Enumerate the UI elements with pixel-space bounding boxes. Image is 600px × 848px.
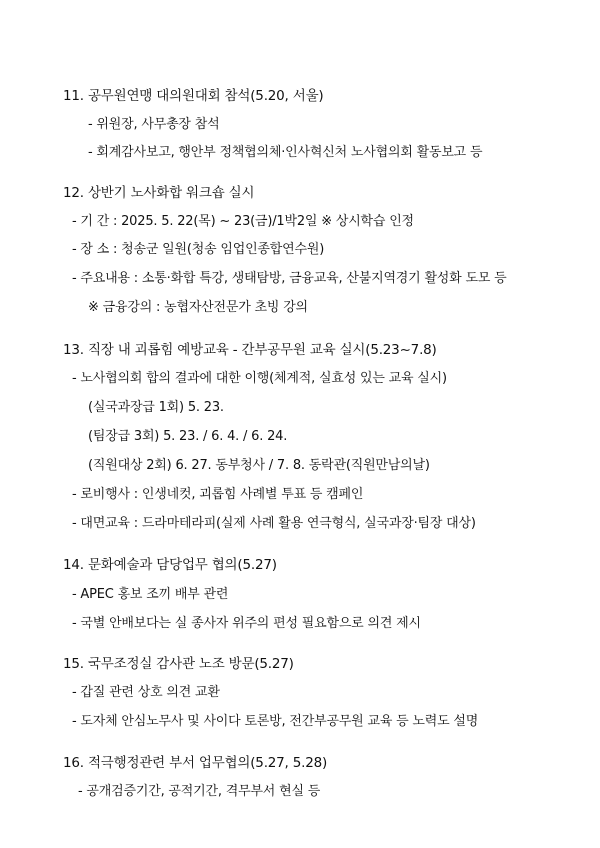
list-item: - 갑질 관련 상호 의견 교환 <box>72 685 220 700</box>
list-item: - 국별 안배보다는 실 종사자 위주의 편성 필요함으로 의견 제시 <box>72 616 421 631</box>
list-item: - 로비행사 : 인생네컷, 괴롭힘 사례별 투표 등 캠페인 <box>72 487 364 502</box>
list-item: (팀장급 3회) 5. 23. / 6. 4. / 6. 24. <box>88 429 288 444</box>
section-heading: 16. 적극행정관련 부서 업무협의(5.27, 5.28) <box>63 755 328 771</box>
section-heading: 13. 직장 내 괴롭힘 예방교육 - 간부공무원 교육 실시(5.23~7.8) <box>63 342 437 358</box>
list-item: - 주요내용 : 소통·화합 특강, 생태탐방, 금융교육, 산불지역경기 활성화 도모 등 <box>72 271 507 286</box>
section-heading: 12. 상반기 노사화합 워크숍 실시 <box>63 185 255 201</box>
list-item: - 기 간 : 2025. 5. 22(목) ~ 23(금)/1박2일 ※ 상시학습 인정 <box>72 214 414 229</box>
list-item: - 위원장, 사무총장 참석 <box>88 117 220 132</box>
section-heading: 15. 국무조정실 감사관 노조 방문(5.27) <box>63 656 294 672</box>
list-item: - 대면교육 : 드라마테라피(실제 사례 활용 연극형식, 실국과장·팀장 대상) <box>72 516 476 531</box>
list-item: (실국과장급 1회) 5. 23. <box>88 400 224 415</box>
list-item: - 도자체 안심노무사 및 사이다 토론방, 전간부공무원 교육 등 노력도 설명 <box>72 714 479 729</box>
list-item: - 공개검증기간, 공적기간, 격무부서 현실 등 <box>78 784 321 799</box>
list-item: - APEC 홍보 조끼 배부 관련 <box>72 587 229 602</box>
list-item: - 회계감사보고, 행안부 정책협의체·인사혁신처 노사협의회 활동보고 등 <box>88 145 483 160</box>
section-heading: 11. 공무원연맹 대의원대회 참석(5.20, 서울) <box>63 88 324 104</box>
section-heading: 14. 문화예술과 담당업무 협의(5.27) <box>63 557 277 573</box>
list-item: - 장 소 : 청송군 일원(청송 임업인종합연수원) <box>72 242 325 257</box>
list-item-note: ※ 금융강의 : 농협자산전문가 초빙 강의 <box>88 300 308 315</box>
list-item: (직원대상 2회) 6. 27. 동부청사 / 7. 8. 동락관(직원만남의날) <box>88 458 430 473</box>
list-item: - 노사협의회 합의 결과에 대한 이행(체계적, 실효성 있는 교육 실시) <box>72 371 447 386</box>
